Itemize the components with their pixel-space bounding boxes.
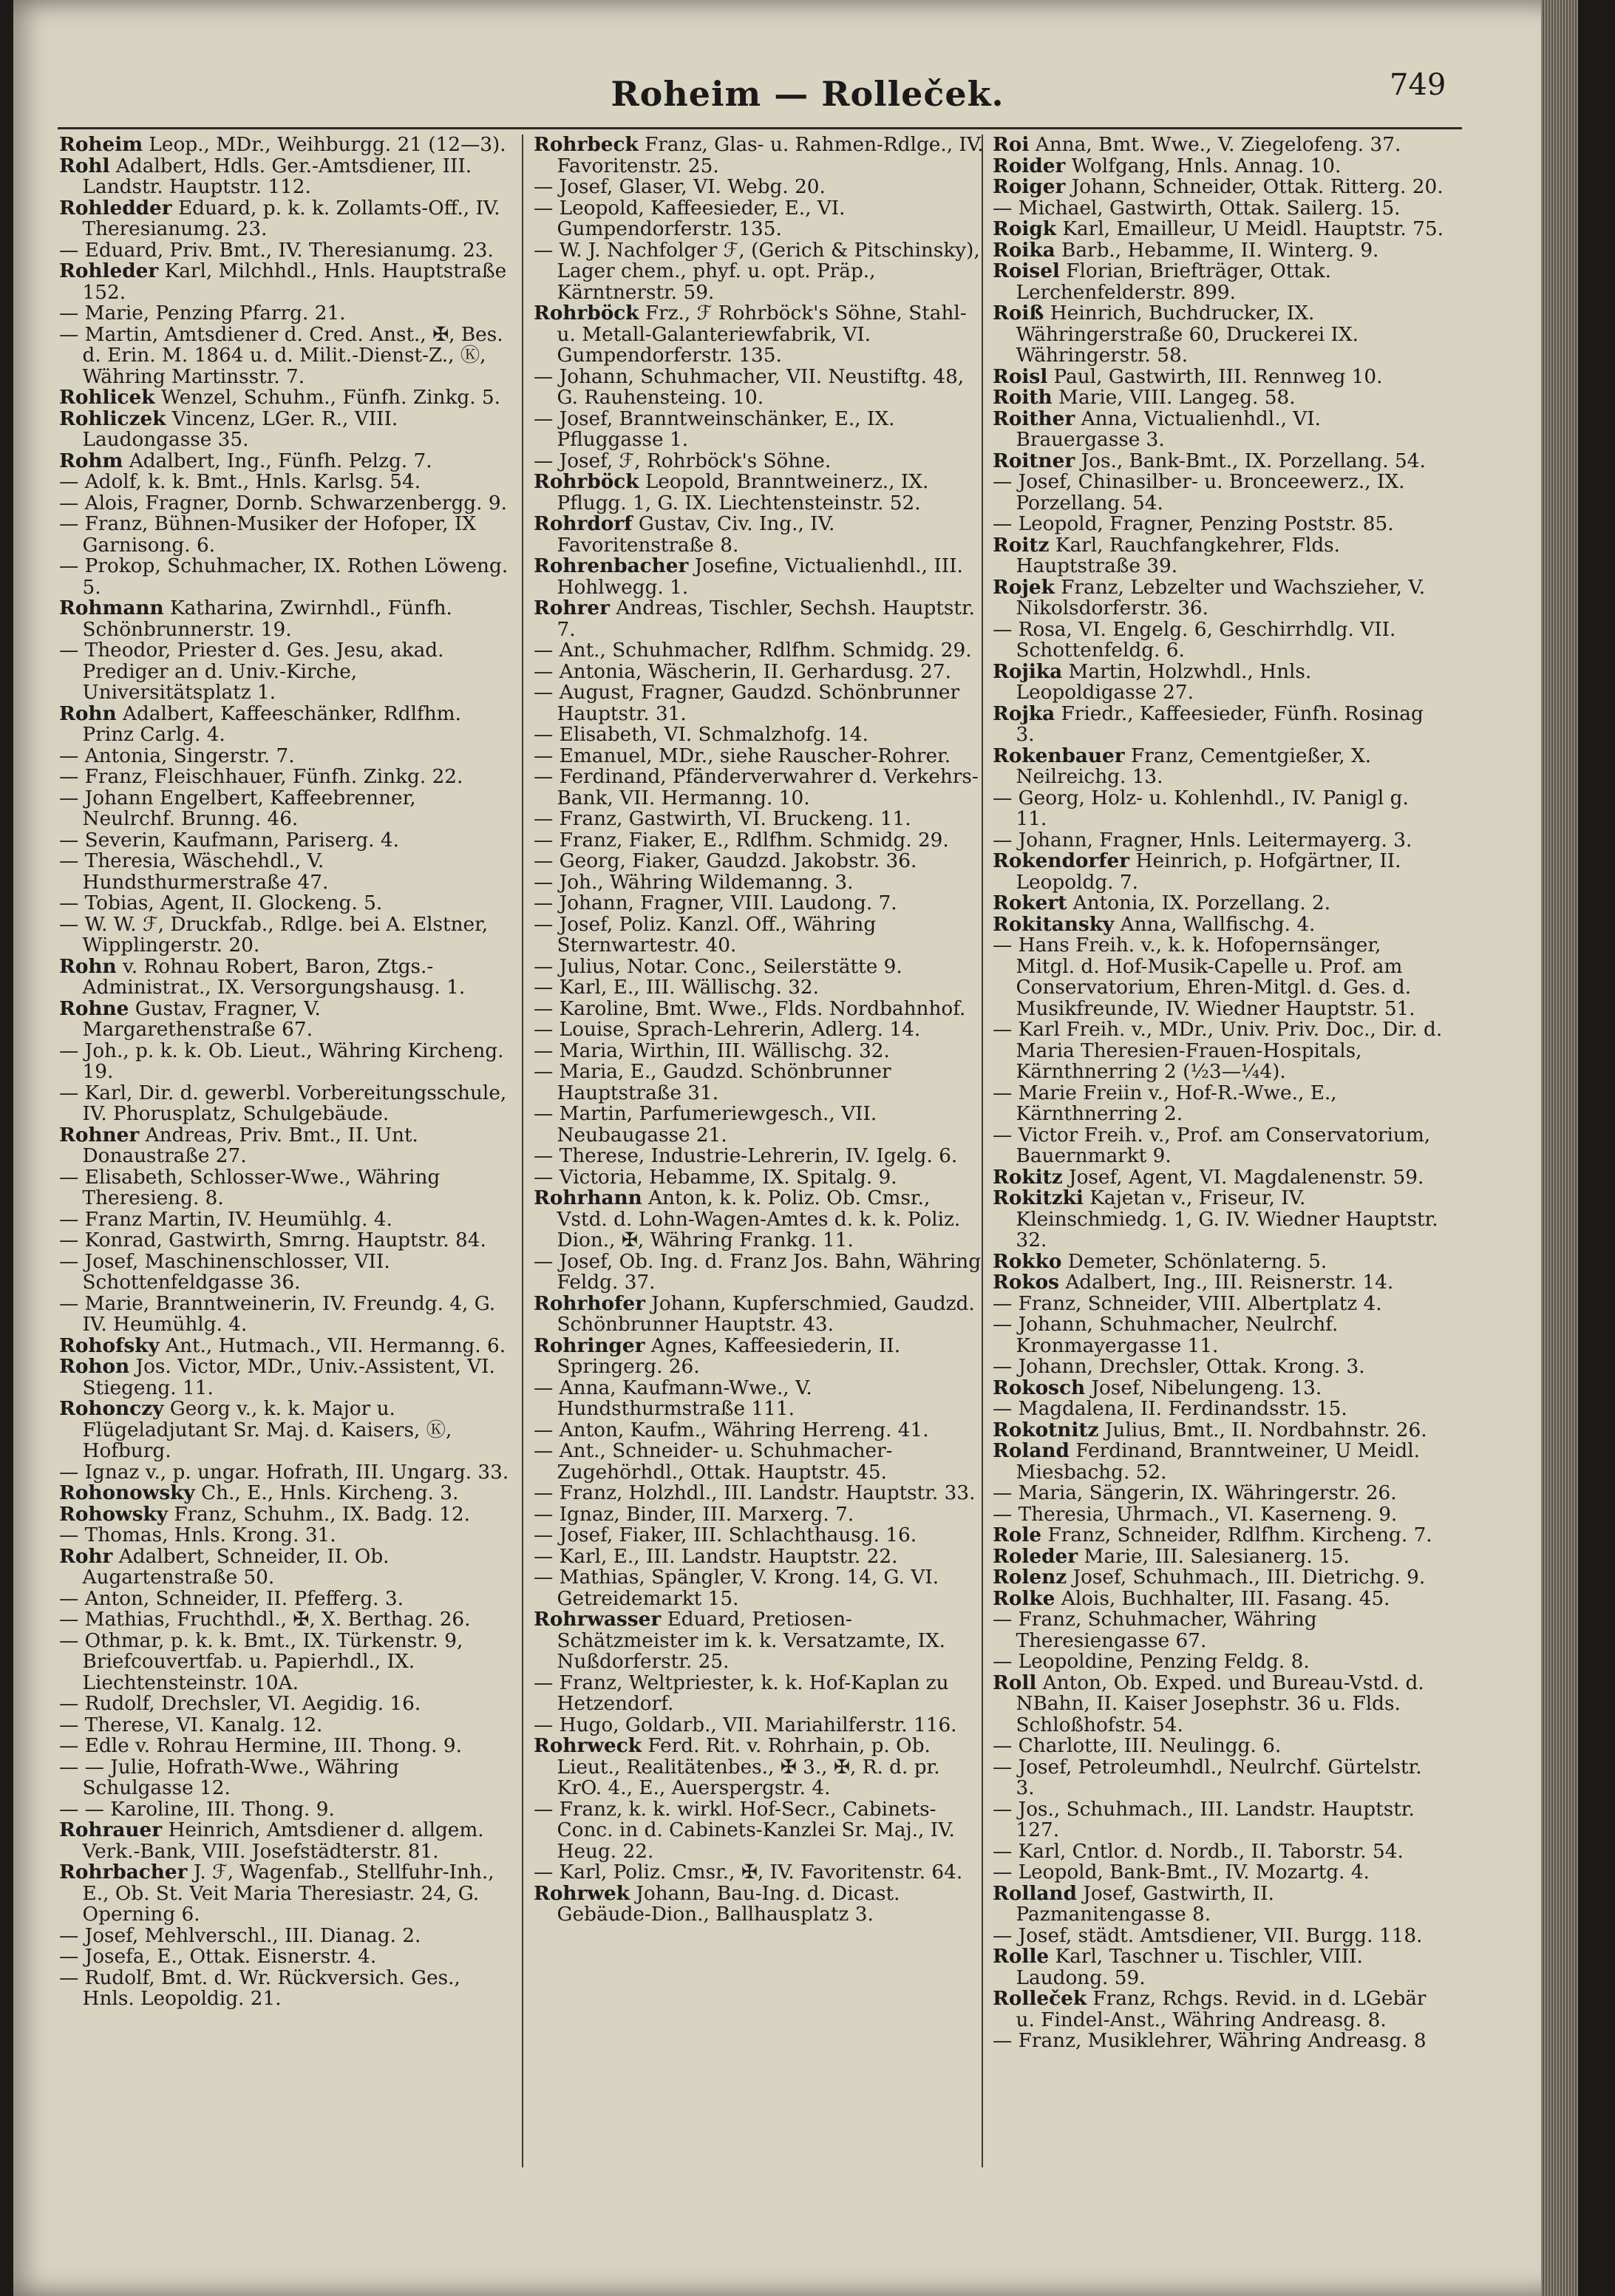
directory-entry: — Mathias, Spängler, V. Krong. 14, G. VI. Getreidemarkt 15. <box>534 1566 939 1610</box>
column-1 <box>59 135 511 2010</box>
directory-entry: Rohr Adalbert, Schneider, II. Ob. Augartenstraße 50. <box>59 1544 390 1589</box>
directory-entry: Rolle Karl, Taschner u. Tischler, VIII. Laudong. 59. <box>993 1945 1363 1989</box>
directory-entry: Roigk Karl, Emailleur, U Meidl. Hauptstr. 75. <box>993 217 1444 240</box>
directory-entry: Roith Marie, VIII. Langeg. 58. <box>993 386 1296 409</box>
directory-entry: Rokitansky Anna, Wallfischg. 4. <box>993 912 1316 936</box>
directory-entry: — Karoline, Bmt. Wwe., Flds. Nordbahnhof. <box>534 997 966 1020</box>
directory-entry: Rolleček Franz, Rchgs. Revid. in d. LGebär u. Findel-Anst., Währing Andreasg. 8. <box>993 1987 1427 2031</box>
directory-entry: — Karl, Cntlor. d. Nordb., II. Taborstr. 54. <box>993 1840 1404 1863</box>
directory-entry: Rohrweck Ferd. Rit. v. Rohrhain, p. Ob. Lieut., Realitätenbes., ✠ 3., ✠, R. d. pr. KrO. 4., E., Auerspergstr. 4. <box>534 1734 940 1799</box>
directory-entry: Rohrböck Leopold, Branntweinerz., IX. Pflugg. 1, G. IX. Liechtensteinstr. 52. <box>534 470 929 514</box>
directory-entry: Rohrenbacher Josefine, Victualienhdl., III. Hohlwegg. 1. <box>534 554 963 599</box>
directory-entry: — — Julie, Hofrath-Wwe., Währing Schulgasse 12. <box>59 1756 399 1799</box>
directory-entry: — Rosa, VI. Engelg. 6, Geschirrhdlg. VII. Schottenfeldg. 6. <box>993 618 1396 662</box>
directory-entry: — Konrad, Gastwirth, Smrng. Hauptstr. 84. <box>59 1229 486 1251</box>
book-page-edge <box>1541 0 1578 2296</box>
directory-entry: — W. J. Nachfolger ℱ, (Gerich & Pitschinsky), Lager chem., phyf. u. opt. Präp., Kärntnerstr. 59. <box>534 239 980 304</box>
directory-entry: — Eduard, Priv. Bmt., IV. Theresianumg. 23. <box>59 239 494 262</box>
directory-entry: — Maria, Sängerin, IX. Währingerstr. 26. <box>993 1482 1397 1504</box>
directory-entry: — Johann, Drechsler, Ottak. Krong. 3. <box>993 1356 1365 1378</box>
directory-entry: — Josef, ℱ, Rohrböck's Söhne. <box>534 449 832 472</box>
directory-entry: — Ant., Schneider- u. Schuhmacher-Zugehörhdl., Ottak. Hauptstr. 45. <box>534 1440 893 1484</box>
directory-entry: Roi Anna, Bmt. Wwe., V. Ziegelofeng. 37. <box>993 133 1401 156</box>
directory-entry: — Josef, Fiaker, III. Schlachthausg. 16. <box>534 1524 917 1546</box>
directory-entry: — Theodor, Priester d. Ges. Jesu, akad. Prediger an d. Univ.-Kirche, Universitätsplatz 1. <box>59 639 444 704</box>
directory-entry: Rohrwek Johann, Bau-Ing. d. Dicast. Gebäude-Dion., Ballhausplatz 3. <box>534 1881 900 1926</box>
directory-entry: — Leopold, Bank-Bmt., IV. Mozartg. 4. <box>993 1861 1370 1884</box>
directory-entry: — Martin, Parfumeriewgesch., VII. Neubaugasse 21. <box>534 1103 877 1147</box>
directory-entry: Roiß Heinrich, Buchdrucker, IX. Währingerstraße 60, Druckerei IX. Währingerstr. 58. <box>993 302 1359 367</box>
directory-entry: Rokos Adalbert, Ing., III. Reisnerstr. 14. <box>993 1271 1394 1294</box>
directory-entry: Rohrbeck Franz, Glas- u. Rahmen-Rdlge., IV. Favoritenstr. 25. <box>534 133 984 177</box>
directory-entry: — W. W. ℱ, Druckfab., Rdlge. bei A. Elstner, Wipplingerstr. 20. <box>59 913 489 957</box>
directory-entry: Rohofsky Ant., Hutmach., VII. Hermanng. 6. <box>59 1334 506 1357</box>
directory-entry: — Josef, Mehlverschl., III. Dianag. 2. <box>59 1924 421 1947</box>
directory-entry: Rolland Josef, Gastwirth, II. Pazmanitengasse 8. <box>993 1881 1274 1926</box>
directory-entry: — Antonia, Singerstr. 7. <box>59 744 295 767</box>
directory-entry: — Franz, Weltpriester, k. k. Hof-Kaplan zu Hetzendorf. <box>534 1671 949 1715</box>
directory-entry: Roheim Leop., MDr., Weihburgg. 21 (12—3). <box>59 133 506 156</box>
directory-entry: — Maria, E., Gaudzd. Schönbrunner Hauptstraße 31. <box>534 1061 891 1104</box>
directory-entry: — Adolf, k. k. Bmt., Hnls. Karlsg. 54. <box>59 471 421 493</box>
directory-entry: — Mathias, Fruchthdl., ✠, X. Berthag. 26. <box>59 1609 471 1631</box>
directory-entry: Rokosch Josef, Nibelungeng. 13. <box>993 1376 1322 1399</box>
directory-entry: — Karl, E., III. Landstr. Hauptstr. 22. <box>534 1545 898 1568</box>
directory-entry: Rokitz Josef, Agent, VI. Magdalenenstr. 59. <box>993 1165 1424 1189</box>
directory-entry: Rohn Adalbert, Kaffeeschänker, Rdlfhm. Prinz Carlg. 4. <box>59 702 461 746</box>
directory-entry: — Franz, Gastwirth, VI. Bruckeng. 11. <box>534 808 911 830</box>
directory-entry: — Louise, Sprach-Lehrerin, Adlerg. 14. <box>534 1019 921 1041</box>
directory-entry: — Franz, Holzhdl., III. Landstr. Hauptstr. 33. <box>534 1482 976 1504</box>
directory-entry: — Franz, Musiklehrer, Währing Andreasg. 8 <box>993 2030 1427 2052</box>
directory-entry: — Karl, E., III. Wällischg. 32. <box>534 977 820 999</box>
directory-entry: Roll Anton, Ob. Exped. und Bureau-Vstd. d. NBahn, II. Kaiser Josephstr. 36 u. Flds. Schloßhofstr. 54. <box>993 1671 1424 1736</box>
directory-entry: — — Karoline, III. Thong. 9. <box>59 1798 335 1821</box>
directory-entry: Rolke Alois, Buchhalter, III. Fasang. 45. <box>993 1586 1390 1610</box>
directory-entry: — Johann, Schuhmacher, VII. Neustiftg. 48, G. Rauhensteing. 10. <box>534 365 965 409</box>
directory-entry: Rohm Adalbert, Ing., Fünfh. Pelzg. 7. <box>59 449 432 472</box>
directory-entry: — Josef, Chinasilber- u. Bronceewerz., IX. Porzellang. 54. <box>993 471 1405 514</box>
directory-entry: — Johann Engelbert, Kaffeebrenner, Neulrchf. Brunng. 46. <box>59 787 416 830</box>
directory-entry: Rohrböck Frz., ℱ Rohrböck's Söhne, Stahl- u. Metall-Galanteriewfabrik, VI. Gumpendorferstr. 135. <box>534 302 967 367</box>
directory-entry: — Leopoldine, Penzing Feldg. 8. <box>993 1651 1310 1673</box>
directory-entry: Rohleder Karl, Milchhdl., Hnls. Hauptstraße 152. <box>59 259 507 304</box>
header-rule <box>58 127 1462 129</box>
directory-entry: Rohledder Eduard, p. k. k. Zollamts-Off., IV. Theresianumg. 23. <box>59 196 500 240</box>
directory-entry: Rokert Antonia, IX. Porzellang. 2. <box>993 891 1331 914</box>
directory-entry: — Therese, Industrie-Lehrerin, IV. Igelg. 6. <box>534 1145 958 1167</box>
directory-entry: — Maria, Wirthin, III. Wällischg. 32. <box>534 1039 890 1062</box>
directory-entry: — Franz, Schuhmacher, Währing Theresiengasse 67. <box>993 1609 1317 1652</box>
directory-entry: — Josef, Branntweinschänker, E., IX. Pfluggasse 1. <box>534 407 895 451</box>
directory-entry: Rokitzki Kajetan v., Friseur, IV. Kleinschmiedg. 1, G. IV. Wiedner Hauptstr. 32. <box>993 1186 1438 1251</box>
directory-entry: Rohlicek Wenzel, Schuhm., Fünfh. Zinkg. 5. <box>59 386 501 409</box>
column-2 <box>534 135 986 1926</box>
directory-entry: — Josef, Maschinenschlosser, VII. Schottenfeldgasse 36. <box>59 1250 390 1294</box>
directory-entry: — Karl Freih. v., MDr., Univ. Priv. Doc., Dir. d. Maria Theresien-Frauen-Hospitals, Kärnthnerring 2 (½3—¼4). <box>993 1019 1443 1083</box>
directory-entry: — Johann, Fragner, Hnls. Leitermayerg. 3. <box>993 829 1412 852</box>
directory-entry: — Josef, städt. Amtsdiener, VII. Burgg. 118. <box>993 1924 1423 1947</box>
directory-entry: — Franz, Bühnen-Musiker der Hofoper, IX Garnisong. 6. <box>59 513 476 557</box>
directory-entry: Rohrdorf Gustav, Civ. Ing., IV. Favoritenstraße 8. <box>534 512 835 557</box>
directory-entry: Rohrauer Heinrich, Amtsdiener d. allgem. Verk.-Bank, VIII. Josefstädterstr. 81. <box>59 1818 484 1863</box>
directory-entry: Role Franz, Schneider, Rdlfhm. Kircheng. 7. <box>993 1524 1432 1546</box>
directory-entry: — Anna, Kaufmann-Wwe., V. Hundsthurmstraße 111. <box>534 1376 812 1420</box>
directory-entry: — Ignaz v., p. ungar. Hofrath, III. Ungarg. 33. <box>59 1461 509 1484</box>
directory-entry: — Marie, Branntweinerin, IV. Freundg. 4, G. IV. Heumühlg. 4. <box>59 1292 496 1336</box>
directory-entry: Rohrhann Anton, k. k. Poliz. Ob. Cmsr., Vstd. d. Lohn-Wagen-Amtes d. k. k. Poliz. Dion., ✠, Währing Frankg. 11. <box>534 1186 961 1251</box>
directory-entry: — Ferdinand, Pfänderverwahrer d. Verkehrs-Bank, VII. Hermanng. 10. <box>534 766 979 809</box>
directory-entry: Rohonowsky Ch., E., Hnls. Kircheng. 3. <box>59 1481 459 1504</box>
directory-entry: Rohrer Andreas, Tischler, Sechsh. Hauptstr. 7. <box>534 597 976 641</box>
directory-entry: — Georg, Fiaker, Gaudzd. Jakobstr. 36. <box>534 850 917 872</box>
directory-entry: — Othmar, p. k. k. Bmt., IX. Türkenstr. 9, Briefcouvertfab. u. Papierhdl., IX. Liechtensteinstr. 10A. <box>59 1629 463 1694</box>
directory-entry: — Therese, VI. Kanalg. 12. <box>59 1713 323 1736</box>
directory-entry: Rokendorfer Heinrich, p. Hofgärtner, II. Leopoldg. 7. <box>993 849 1401 894</box>
directory-entry: Rohner Andreas, Priv. Bmt., II. Unt. Donaustraße 27. <box>59 1123 418 1167</box>
directory-entry: — Joh., Währing Wildemanng. 3. <box>534 871 854 894</box>
directory-entry: — Marie, Penzing Pfarrg. 21. <box>59 302 346 325</box>
column-3 <box>993 135 1445 2052</box>
directory-entry: — August, Fragner, Gaudzd. Schönbrunner Hauptstr. 31. <box>534 682 960 725</box>
directory-entry: — Theresia, Wäschehdl., V. Hundsthurmerstraße 47. <box>59 850 329 894</box>
directory-entry: — Josef, Glaser, VI. Webg. 20. <box>534 176 826 198</box>
directory-entry: — Karl, Dir. d. gewerbl. Vorbereitungsschule, IV. Phorusplatz, Schulgebäude. <box>59 1081 507 1125</box>
directory-entry: — Josef, Poliz. Kanzl. Off., Währing Sternwartestr. 40. <box>534 913 877 957</box>
directory-entry: — Ant., Schuhmacher, Rdlfhm. Schmidg. 29. <box>534 639 972 662</box>
directory-entry: — Magdalena, II. Ferdinandsstr. 15. <box>993 1398 1347 1420</box>
directory-entry: — Hugo, Goldarb., VII. Mariahilferstr. 116. <box>534 1713 957 1736</box>
directory-entry: — Victoria, Hebamme, IX. Spitalg. 9. <box>534 1166 897 1189</box>
directory-entry: — Johann, Fragner, VIII. Laudong. 7. <box>534 892 897 914</box>
directory-entry: — Charlotte, III. Neulingg. 6. <box>993 1735 1282 1757</box>
directory-entry: Rojek Franz, Lebzelter und Wachszieher, V. Nikolsdorferstr. 36. <box>993 575 1426 619</box>
directory-entry: Rohon Jos. Victor, MDr., Univ.-Assistent, VI. Stiegeng. 11. <box>59 1355 495 1399</box>
directory-entry: Rohl Adalbert, Hdls. Ger.-Amtsdiener, III. Landstr. Hauptstr. 112. <box>59 154 472 198</box>
directory-entry: — Edle v. Rohrau Hermine, III. Thong. 9. <box>59 1735 462 1757</box>
directory-entry: Roither Anna, Victualienhdl., VI. Brauergasse 3. <box>993 407 1322 451</box>
directory-entry: — Severin, Kaufmann, Pariserg. 4. <box>59 829 399 852</box>
page-title: Roheim — Rolleček. <box>611 74 1004 114</box>
directory-entry: Rohrhofer Johann, Kupferschmied, Gaudzd. Schönbrunner Hauptstr. 43. <box>534 1291 975 1336</box>
directory-entry: — Emanuel, MDr., siehe Rauscher-Rohrer. <box>534 744 951 767</box>
directory-entry: Roika Barb., Hebamme, II. Winterg. 9. <box>993 238 1379 262</box>
directory-entry: — Thomas, Hnls. Krong. 31. <box>59 1524 336 1546</box>
directory-entry: Rojka Friedr., Kaffeesieder, Fünfh. Rosinag 3. <box>993 702 1424 746</box>
directory-entry: Rokotnitz Julius, Bmt., II. Nordbahnstr. 26. <box>993 1418 1427 1441</box>
directory-entry: — Tobias, Agent, II. Glockeng. 5. <box>59 892 383 914</box>
directory-entry: — Josef, Ob. Ing. d. Franz Jos. Bahn, Währing Feldg. 37. <box>534 1250 982 1294</box>
directory-entry: — Anton, Kaufm., Währing Herreng. 41. <box>534 1419 929 1441</box>
directory-entry: — Prokop, Schuhmacher, IX. Rothen Löweng. 5. <box>59 555 509 599</box>
directory-entry: — Victor Freih. v., Prof. am Conservatorium, Bauernmarkt 9. <box>993 1124 1431 1167</box>
directory-entry: Rojika Martin, Holzwhdl., Hnls. Leopoldigasse 27. <box>993 659 1312 704</box>
directory-entry: Roisel Florian, Briefträger, Ottak. Lerchenfelderstr. 899. <box>993 259 1331 304</box>
directory-entry: Rolenz Josef, Schuhmach., III. Dietrichg. 9. <box>993 1566 1426 1589</box>
directory-entry: — Franz, Fiaker, E., Rdlfhm. Schmidg. 29. <box>534 829 949 852</box>
directory-entry: — Joh., p. k. k. Ob. Lieut., Währing Kircheng. 19. <box>59 1039 504 1083</box>
page-number: 749 <box>1390 68 1446 102</box>
directory-entry: — Josefa, E., Ottak. Eisnerstr. 4. <box>59 1946 377 1968</box>
directory-entry: Roisl Paul, Gastwirth, III. Rennweg 10. <box>993 364 1383 388</box>
directory-entry: — Michael, Gastwirth, Ottak. Sailerg. 15. <box>993 197 1401 220</box>
directory-entry: — Karl, Poliz. Cmsr., ✠, IV. Favoritenstr. 64. <box>534 1861 963 1884</box>
directory-entry: — Franz, Fleischhauer, Fünfh. Zinkg. 22. <box>59 766 463 788</box>
directory-entry: — Georg, Holz- u. Kohlenhdl., IV. Panigl g. 11. <box>993 787 1409 830</box>
directory-entry: — Theresia, Uhrmach., VI. Kaserneng. 9. <box>993 1503 1398 1526</box>
directory-entry: — Franz Martin, IV. Heumühlg. 4. <box>59 1208 392 1231</box>
directory-entry: Roiger Johann, Schneider, Ottak. Ritterg. 20. <box>993 175 1444 198</box>
column-divider <box>522 135 523 2167</box>
directory-entry: — Anton, Schneider, II. Pfefferg. 3. <box>59 1587 404 1610</box>
directory-entry: Rokko Demeter, Schönlaterng. 5. <box>993 1249 1327 1273</box>
directory-entry: — Johann, Schuhmacher, Neulrchf. Kronmayergasse 11. <box>993 1314 1339 1357</box>
directory-entry: — Marie Freiin v., Hof-R.-Wwe., E., Kärnthnerring 2. <box>993 1081 1337 1125</box>
directory-entry: — Rudolf, Drechsler, VI. Aegidig. 16. <box>59 1693 421 1715</box>
directory-entry: — Jos., Schuhmach., III. Landstr. Hauptstr. 127. <box>993 1798 1415 1841</box>
directory-entry: — Josef, Petroleumhdl., Neulrchf. Gürtelstr. 3. <box>993 1756 1422 1799</box>
directory-entry: — Julius, Notar. Conc., Seilerstätte 9. <box>534 955 902 978</box>
directory-entry: — Martin, Amtsdiener d. Cred. Anst., ✠, Bes. d. Erin. M. 1864 u. d. Milit.-Dienst-Z., Ⓚ, Währing Martinsstr. 7. <box>59 323 503 388</box>
directory-entry: Rohn v. Rohnau Robert, Baron, Ztgs.-Administrat., IX. Versorgungshausg. 1. <box>59 954 466 999</box>
directory-entry: Roleder Marie, III. Salesianerg. 15. <box>993 1544 1350 1568</box>
directory-entry: — Rudolf, Bmt. d. Wr. Rückversich. Ges., Hnls. Leopoldig. 21. <box>59 1966 460 2010</box>
directory-entry: Rohonczy Georg v., k. k. Major u. Flügeladjutant Sr. Maj. d. Kaisers, Ⓚ, Hofburg. <box>59 1397 452 1462</box>
directory-entry: — Elisabeth, Schlosser-Wwe., Währing Theresieng. 8. <box>59 1166 441 1209</box>
directory-entry: — Franz, k. k. wirkl. Hof-Secr., Cabinets-Conc. in d. Cabinets-Kanzlei Sr. Maj., IV. Heug. 22. <box>534 1798 955 1863</box>
directory-entry: Roitz Karl, Rauchfangkehrer, Flds. Hauptstraße 39. <box>993 533 1341 577</box>
directory-entry: Rohrwasser Eduard, Pretiosen-Schätzmeister im k. k. Versatzamte, IX. Nußdorferstr. 25. <box>534 1608 946 1673</box>
directory-entry: — Alois, Fragner, Dornb. Schwarzenbergg. 9. <box>59 492 507 514</box>
directory-entry: Rohrbacher J. ℱ, Wagenfab., Stellfuhr-Inh., E., Ob. St. Veit Maria Theresiastr. 24, G. Operning 6. <box>59 1861 494 1926</box>
directory-entry: Roitner Jos., Bank-Bmt., IX. Porzellang. 54. <box>993 449 1426 472</box>
directory-entry: — Elisabeth, VI. Schmalzhofg. 14. <box>534 724 868 746</box>
directory-entry: Rohringer Agnes, Kaffeesiederin, II. Springerg. 26. <box>534 1334 901 1378</box>
directory-entry: Rokenbauer Franz, Cementgießer, X. Neilreichg. 13. <box>993 744 1372 788</box>
directory-entry: Rohne Gustav, Fragner, V. Margarethenstraße 67. <box>59 996 321 1041</box>
directory-entry: Rohliczek Vincenz, LGer. R., VIII. Laudongasse 35. <box>59 407 398 451</box>
directory-entry: — Ignaz, Binder, III. Marxerg. 7. <box>534 1503 854 1526</box>
directory-entry: Rohowsky Franz, Schuhm., IX. Badg. 12. <box>59 1502 470 1526</box>
directory-entry: — Leopold, Kaffeesieder, E., VI. Gumpendorferstr. 135. <box>534 197 846 240</box>
directory-entry: — Antonia, Wäscherin, II. Gerhardusg. 27. <box>534 660 951 683</box>
directory-entry: — Franz, Schneider, VIII. Albertplatz 4. <box>993 1292 1382 1315</box>
directory-entry: Rohmann Katharina, Zwirnhdl., Fünfh. Schönbrunnerstr. 19. <box>59 597 452 641</box>
directory-entry: — Leopold, Fragner, Penzing Poststr. 85. <box>993 513 1394 535</box>
directory-entry: Roland Ferdinand, Branntweiner, U Meidl. Miesbachg. 52. <box>993 1439 1420 1484</box>
directory-entry: Roider Wolfgang, Hnls. Annag. 10. <box>993 154 1342 177</box>
directory-entry: — Hans Freih. v., k. k. Hofopernsänger, Mitgl. d. Hof-Musik-Capelle u. Prof. am Conservatorium, Ehren-Mitgl. d. Ges. d. Musikfreunde, IV. Wiedner Hauptstr. 51. <box>993 934 1415 1020</box>
